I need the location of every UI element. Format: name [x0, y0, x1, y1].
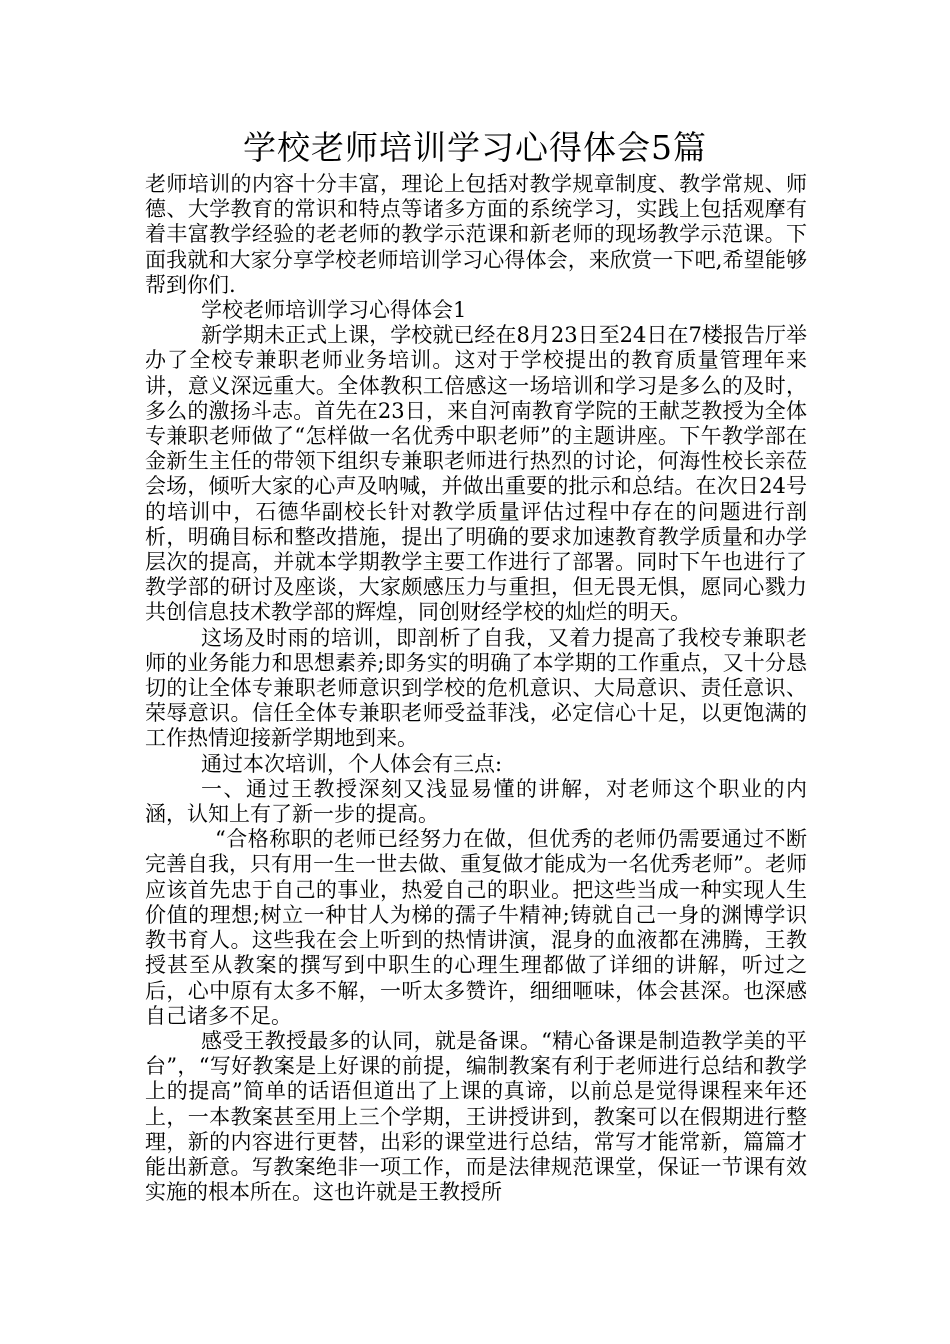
document-title: 学校老师培训学习心得体会5篇	[243, 128, 707, 167]
section-heading-1: 学校老师培训学习心得体会1	[201, 298, 467, 323]
body-paragraph: 一、通过王教授深刻又浅显易懂的讲解，对老师这个职业的内涵，认知上有了新一步的提高。	[145, 776, 807, 827]
intro-paragraph: 老师培训的内容十分丰富，理论上包括对教学规章制度、教学常规、师德、大学教育的常识和特点等诸多方面的系统学习，实践上包括观摩有着丰富教学经验的老老师的教学示范课和新老师的现场教学示范课。下面我就和大家分享学校老师培训学习心得体会，来欣赏一下吧,希望能够帮到你们.	[145, 172, 807, 297]
document-body	[145, 172, 807, 1205]
body-paragraph: 感受王教授最多的认同，就是备课。“精心备课是制造教学美的平台”，“写好教案是上好课的前提，编制教案有利于老师进行总结和教学上的提高”简单的话语但道出了上课的真谛，以前总是觉得课程来年还上，一本教案甚至用上三个学期，王讲授讲到，教案可以在假期进行整理，新的内容进行更替，出彩的课堂进行总结，常写才能常新，篇篇才能出新意。写教案绝非一项工作，而是法律规范课堂，保证一节课有效实施的根本所在。这也许就是王教授所	[145, 1028, 807, 1205]
quote-paragraph: “合格称职的老师已经努力在做，但优秀的老师仍需要通过不断完善自我，只有用一生一世去做、重复做才能成为一名优秀老师”。老师应该首先忠于自己的事业，热爱自己的职业。把这些当成一种实现人生价值的理想;树立一种甘人为梯的孺子牛精神;铸就自己一身的渊博学识教书育人。这些我在会上听到的热情讲演，混身的血液都在沸腾，王教授甚至从教案的撰写到中职生的心理生理都做了详细的讲解，听过之后，心中原有太多不解，一听太多赞许，细细咂味，体会甚深。也深感自己诸多不足。	[145, 827, 807, 1028]
body-paragraph: 新学期未正式上课，学校就已经在8月23日至24日在7楼报告厅举办了全校专兼职老师业务培训。这对于学校提出的教育质量管理年来讲，意义深远重大。全体教积工倍感这一场培训和学习是多么的及时，多么的激扬斗志。首先在23日，来自河南教育学院的王献芝教授为全体专兼职老师做了“怎样做一名优秀中职老师”的主题讲座。下午教学部在金新生主任的带领下组织专兼职老师进行热烈的讨论，何海性校长亲莅会场，倾听大家的心声及呐喊，并做出重要的批示和总结。在次日24号的培训中，石德华副校长针对教学质量评估过程中存在的问题进行剖析，明确目标和整改措施，提出了明确的要求加速教育教学质量和办学层次的提高，并就本学期教学主要工作进行了部署。同时下午也进行了教学部的研讨及座谈，大家颇感压力与重担，但无畏无惧，愿同心戮力共创信息技术教学部的辉煌，同创财经学校的灿烂的明天。	[145, 323, 807, 625]
body-paragraph: 通过本次培训，个人体会有三点:	[201, 751, 503, 776]
body-paragraph: 这场及时雨的培训，即剖析了自我，又着力提高了我校专兼职老师的业务能力和思想素养;即务实的明确了本学期的工作重点，又十分恳切的让全体专兼职老师意识到学校的危机意识、大局意识、责任意识、荣辱意识。信任全体专兼职老师受益菲浅，必定信心十足，以更饱满的工作热情迎接新学期地到来。	[145, 625, 807, 751]
